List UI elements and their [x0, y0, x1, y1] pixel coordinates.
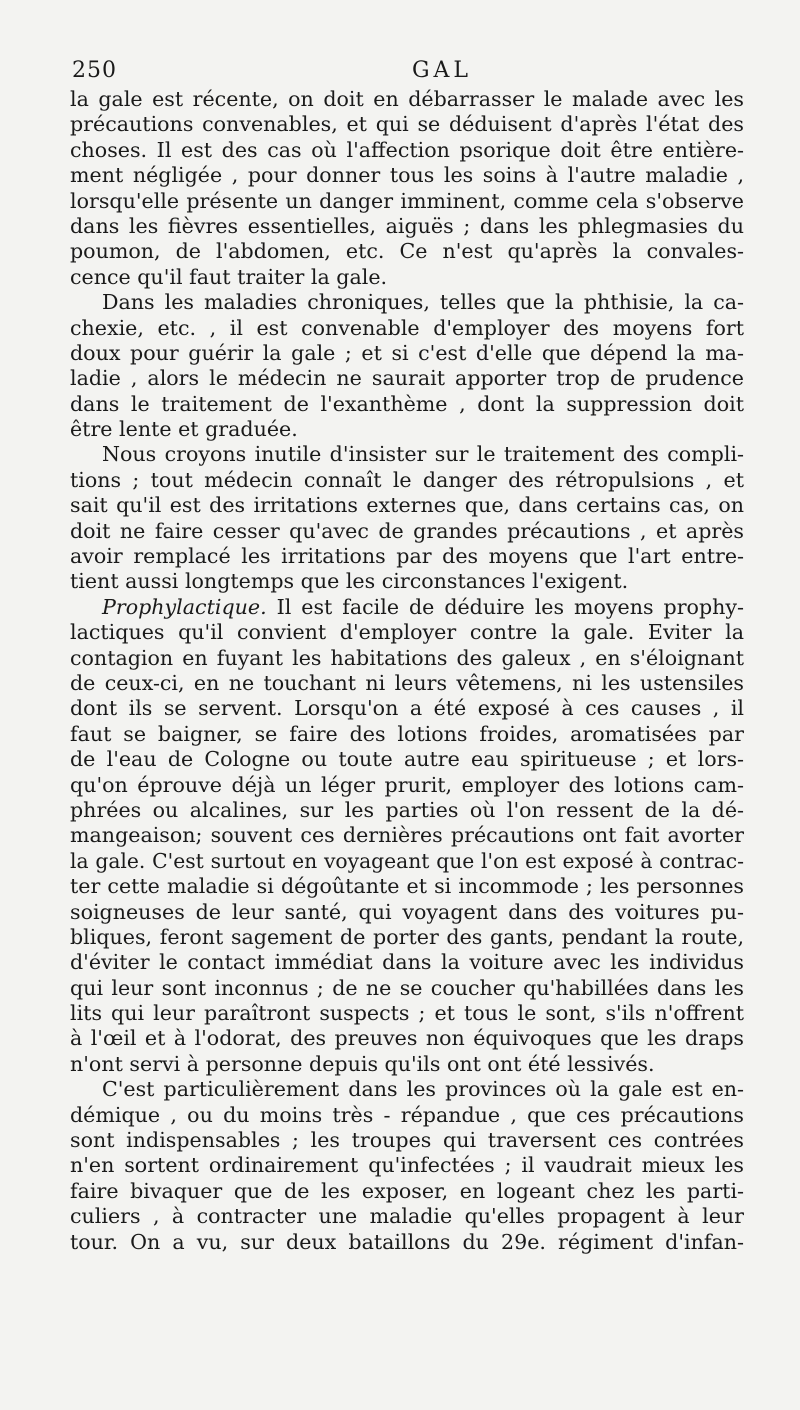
text-line [70, 214, 744, 239]
line-text: tient aussi longtemps que les circonstances l'exigent. [70, 569, 629, 594]
text-line [70, 392, 744, 417]
text-line [70, 747, 744, 772]
text-line [70, 595, 744, 620]
text-line [70, 1128, 744, 1153]
line-text: tour. On a vu, sur deux bataillons du 29e. régiment d'infan- [70, 1229, 744, 1254]
line-text: tions ; tout médecin connaît le danger des rétropulsions , et [70, 467, 744, 492]
line-text: ter cette maladie si dégoûtante et si incommode ; les personnes [70, 874, 744, 899]
text-line [70, 1103, 744, 1128]
line-text: dans le traitement de l'exanthème , dont la suppression doit [70, 391, 744, 416]
line-text: Dans les maladies chroniques, telles que la phthisie, la ca- [102, 290, 744, 315]
text-line [70, 1204, 744, 1229]
text-line [70, 646, 744, 671]
line-text: contagion en fuyant les habitations des galeux , en s'éloignant [70, 645, 744, 670]
line-text: Il est facile de déduire les moyens prophy- [266, 594, 744, 619]
line-text: démique , ou du moins très - répandue , que ces précautions [70, 1102, 744, 1127]
text-line [70, 112, 744, 137]
text-line [70, 493, 744, 518]
line-text: bliques, feront sagement de porter des gants, pendant la route, [70, 924, 744, 949]
line-text: dans les fièvres essentielles, aiguës ; dans les phlegmasies du [70, 213, 744, 238]
text-line [70, 798, 744, 823]
text-line [70, 925, 744, 950]
line-text: la gale est récente, on doit en débarrasser le malade avec les [70, 87, 744, 111]
text-line [70, 1026, 744, 1051]
text-line [70, 316, 744, 341]
text-line [70, 1230, 744, 1255]
line-text: soigneuses de leur santé, qui voyagent dans des voitures pu- [70, 899, 744, 924]
line-text: lactiques qu'il convient d'employer contre la gale. Eviter la [70, 620, 744, 645]
line-text: cence qu'il faut traiter la gale. [70, 264, 388, 289]
line-text: d'éviter le contact immédiat dans la voiture avec les individus [70, 950, 744, 975]
line-text: faut se baigner, se faire des lotions froides, aromatisées par [70, 721, 744, 746]
text-line [70, 341, 744, 366]
text-line [70, 1077, 744, 1102]
text-line [70, 442, 744, 467]
line-text: sait qu'il est des irritations externes que, dans certains cas, on [70, 493, 744, 518]
line-text: faire bivaquer que de les exposer, en logeant chez les parti- [70, 1178, 744, 1203]
text-line [70, 773, 744, 798]
text-line [70, 671, 744, 696]
line-text: lits qui leur paraîtront suspects ; et tous le sont, s'ils n'offrent [70, 1001, 744, 1026]
text-line [70, 189, 744, 214]
line-text: sont indispensables ; les troupes qui traversent ces contrées [70, 1128, 744, 1153]
text-line [70, 976, 744, 1001]
line-text: phrées ou alcalines, sur les parties où l'on ressent de la dé- [70, 797, 744, 822]
text-line [70, 239, 744, 264]
text-line [70, 138, 744, 163]
text-line [70, 519, 744, 544]
text-line [70, 544, 744, 569]
line-text: lorsqu'elle présente un danger imminent, comme cela s'observe [70, 188, 744, 213]
line-text: de ceux-ci, en ne touchant ni leurs vêtemens, ni les ustensiles [70, 670, 744, 695]
line-text: précautions convenables, et qui se déduisent d'après l'état des [70, 112, 744, 137]
text-line [70, 569, 744, 594]
line-text: de l'eau de Cologne ou toute autre eau spiritueuse ; et lors- [70, 747, 744, 772]
line-text: qu'on éprouve déjà un léger prurit, employer des lotions cam- [70, 772, 744, 797]
line-text: qui leur sont inconnus ; de ne se coucher qu'habillées dans les [70, 975, 744, 1000]
text-line [70, 163, 744, 188]
text-line [70, 950, 744, 975]
line-text: doux pour guérir la gale ; et si c'est d'elle que dépend la ma- [70, 340, 744, 365]
text-line [70, 900, 744, 925]
text-line [70, 696, 744, 721]
line-text: doit ne faire cesser qu'avec de grandes précautions , et après [70, 518, 744, 543]
text-line [70, 1153, 744, 1178]
line-text: choses. Il est des cas où l'affection psorique doit être entière- [70, 137, 744, 162]
line-text: être lente et graduée. [70, 417, 298, 442]
line-text: chexie, etc. , il est convenable d'employer des moyens fort [70, 315, 744, 340]
line-text: à l'œil et à l'odorat, des preuves non équivoques que les draps [70, 1026, 744, 1051]
text-line [70, 366, 744, 391]
text-line [70, 722, 744, 747]
text-line [70, 1179, 744, 1204]
running-head: GAL [411, 58, 473, 83]
text-line [70, 1052, 744, 1077]
page-header [72, 58, 740, 88]
line-text: C'est particulièrement dans les provinces où la gale est en- [102, 1077, 744, 1102]
line-text: mangeaison; souvent ces dernières précautions ont fait avorter [70, 823, 744, 848]
line-text: dont ils se servent. Lorsqu'on a été exposé à ces causes , il [70, 696, 744, 721]
text-line [70, 1001, 744, 1026]
text-line [70, 265, 744, 290]
section-heading: Prophylactique. [102, 594, 267, 619]
text-line [70, 87, 744, 112]
text-line [70, 417, 744, 442]
text-line [70, 874, 744, 899]
text-line [70, 823, 744, 848]
line-text: n'ont servi à personne depuis qu'ils ont ont été lessivés. [70, 1051, 655, 1076]
body-text [70, 87, 744, 1255]
line-text: Nous croyons inutile d'insister sur le traitement des compli- [102, 442, 744, 467]
line-text: culiers , à contracter une maladie qu'elles propagent à leur [70, 1204, 744, 1229]
line-text: ment négligée , pour donner tous les soins à l'autre maladie , [70, 163, 744, 188]
text-line [70, 620, 744, 645]
text-line [70, 290, 744, 315]
line-text: poumon, de l'abdomen, etc. Ce n'est qu'après la convales- [70, 239, 744, 264]
text-line [70, 849, 744, 874]
line-text: n'en sortent ordinairement qu'infectées ; il vaudrait mieux les [70, 1153, 744, 1178]
text-line [70, 468, 744, 493]
line-text: ladie , alors le médecin ne saurait apporter trop de prudence [70, 366, 744, 391]
line-text: la gale. C'est surtout en voyageant que l'on est exposé à contrac- [70, 848, 744, 873]
line-text: avoir remplacé les irritations par des moyens que l'art entre- [70, 544, 744, 569]
page-number: 250 [72, 58, 117, 83]
